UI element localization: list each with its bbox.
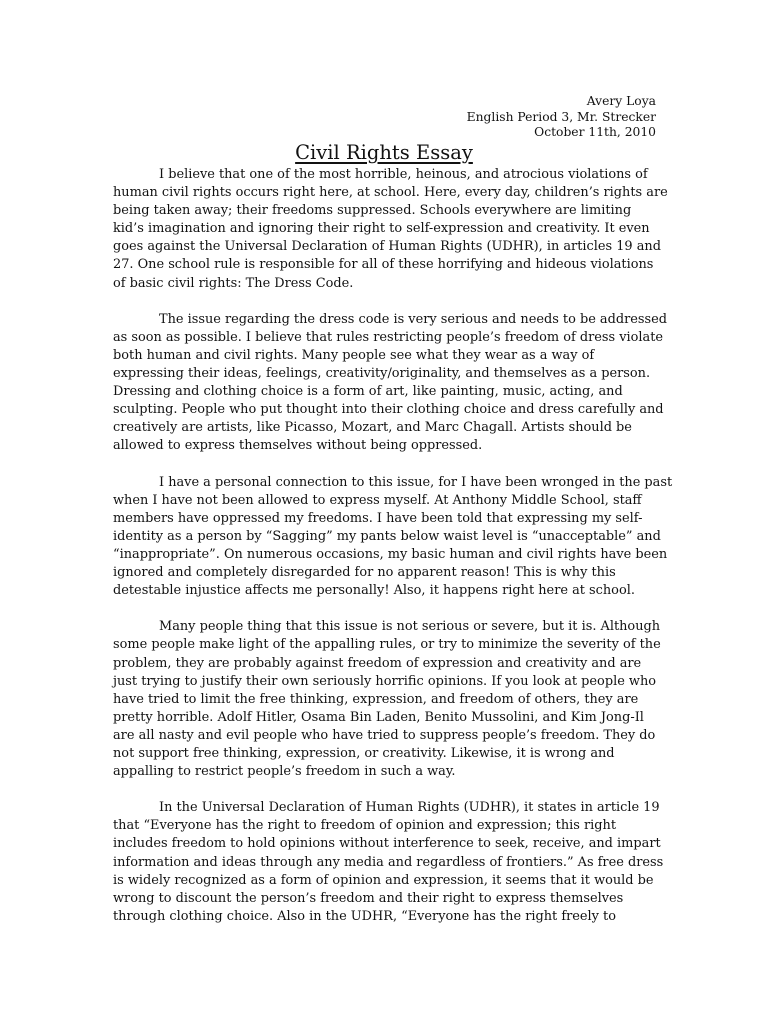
paragraph-line: pretty horrible. Adolf Hitler, Osama Bin Laden, Benito Mussolini, and Kim Jong-Il [113, 709, 644, 725]
paragraph-line: Dressing and clothing choice is a form of art, like painting, music, acting, and [113, 384, 623, 400]
paragraph-line: Many people thing that this issue is not serious or severe, but it is. Although [159, 619, 661, 635]
paragraph-line: In the Universal Declaration of Human Rights (UDHR), it states in article 19 [159, 800, 660, 816]
paragraph-line: is widely recognized as a form of opinion and expression, it seems that it would be [113, 872, 654, 888]
essay-paragraph [113, 311, 668, 456]
paragraph-line: I believe that one of the most horrible, heinous, and atrocious violations of [159, 167, 648, 182]
paragraph-line: appalling to restrict people’s freedom in such a way. [113, 764, 456, 780]
paragraph-line: problem, they are probably against freedom of expression and creativity and are [113, 655, 642, 671]
essay-paragraph [113, 166, 668, 293]
paragraph-line: have tried to limit the free thinking, expression, and freedom of others, they are [113, 691, 639, 707]
paragraph-line: “inappropriate”. On numerous occasions, my basic human and civil rights have been [113, 546, 668, 562]
paragraph-line: identity as a person by “Sagging” my pants below waist level is “unacceptable” and [113, 528, 661, 544]
paragraph-line: just trying to justify their own seriously horrific opinions. If you look at people who [113, 673, 657, 689]
essay-paragraph [113, 799, 664, 926]
paragraph-line: not support free thinking, expression, or creativity. Likewise, it is wrong and [113, 746, 615, 761]
author-name: Avery Loya [586, 94, 656, 108]
paragraph-line: wrong to discount the person’s freedom and their right to express themselves [113, 890, 624, 906]
essay-body [113, 166, 673, 944]
paragraph-line: of basic civil rights: The Dress Code. [113, 275, 354, 291]
paragraph-line: through clothing choice. Also in the UDHR, “Everyone has the right freely to [113, 908, 616, 924]
paragraph-line: expressing their ideas, feelings, creativity/originality, and themselves as a person. [113, 366, 651, 382]
essay-date: October 11th, 2010 [534, 125, 656, 139]
course-info: English Period 3, Mr. Strecker [466, 109, 656, 124]
paragraph-line: detestable injustice affects me personally! Also, it happens right here at school. [113, 583, 635, 599]
paragraph-line: information and ideas through any media and regardless of frontiers.” As free dress [113, 854, 664, 870]
paragraph-line: kid’s imagination and ignoring their right to self-expression and creativity. It even [113, 221, 650, 237]
paragraph-line: creatively are artists, like Picasso, Mozart, and Marc Chagall. Artists should be [113, 420, 632, 436]
paragraph-line: both human and civil rights. Many people see what they wear as a way of [113, 347, 595, 363]
paragraph-line: as soon as possible. I believe that rules restricting people’s freedom of dress violate [113, 329, 664, 345]
paragraph-line: goes against the Universal Declaration of Human Rights (UDHR), in articles 19 and [113, 239, 661, 255]
paragraph-line: sculpting. People who put thought into their clothing choice and dress carefully and [113, 402, 664, 418]
paragraph-line: when I have not been allowed to express myself. At Anthony Middle School, staff [113, 492, 642, 508]
header-block [467, 94, 656, 141]
essay-title: Civil Rights Essay [295, 141, 473, 164]
paragraph-line: I have a personal connection to this issue, for I have been wronged in the past [159, 474, 673, 490]
paragraph-line: human civil rights occurs right here, at school. Here, every day, children’s rights are [113, 185, 668, 201]
paragraph-line: members have oppressed my freedoms. I have been told that expressing my self- [113, 510, 643, 526]
paragraph-line: 27. One school rule is responsible for all of these horrifying and hideous violations [113, 257, 654, 273]
paragraph-line: some people make light of the appalling rules, or try to minimize the severity of the [113, 637, 661, 653]
paragraph-line: includes freedom to hold opinions without interference to seek, receive, and impart [113, 836, 661, 852]
paragraph-line: being taken away; their freedoms suppressed. Schools everywhere are limiting [113, 203, 632, 219]
paragraph-line: are all nasty and evil people who have tried to suppress people’s freedom. They do [113, 727, 656, 743]
essay-paragraph [113, 618, 661, 781]
paragraph-line: allowed to express themselves without being oppressed. [113, 438, 483, 454]
paragraph-line: ignored and completely disregarded for no apparent reason! This is why this [113, 565, 616, 581]
essay-paragraph [113, 474, 673, 601]
paragraph-line: The issue regarding the dress code is very serious and needs to be addressed [159, 311, 668, 327]
paragraph-line: that “Everyone has the right to freedom of opinion and expression; this right [113, 818, 616, 834]
